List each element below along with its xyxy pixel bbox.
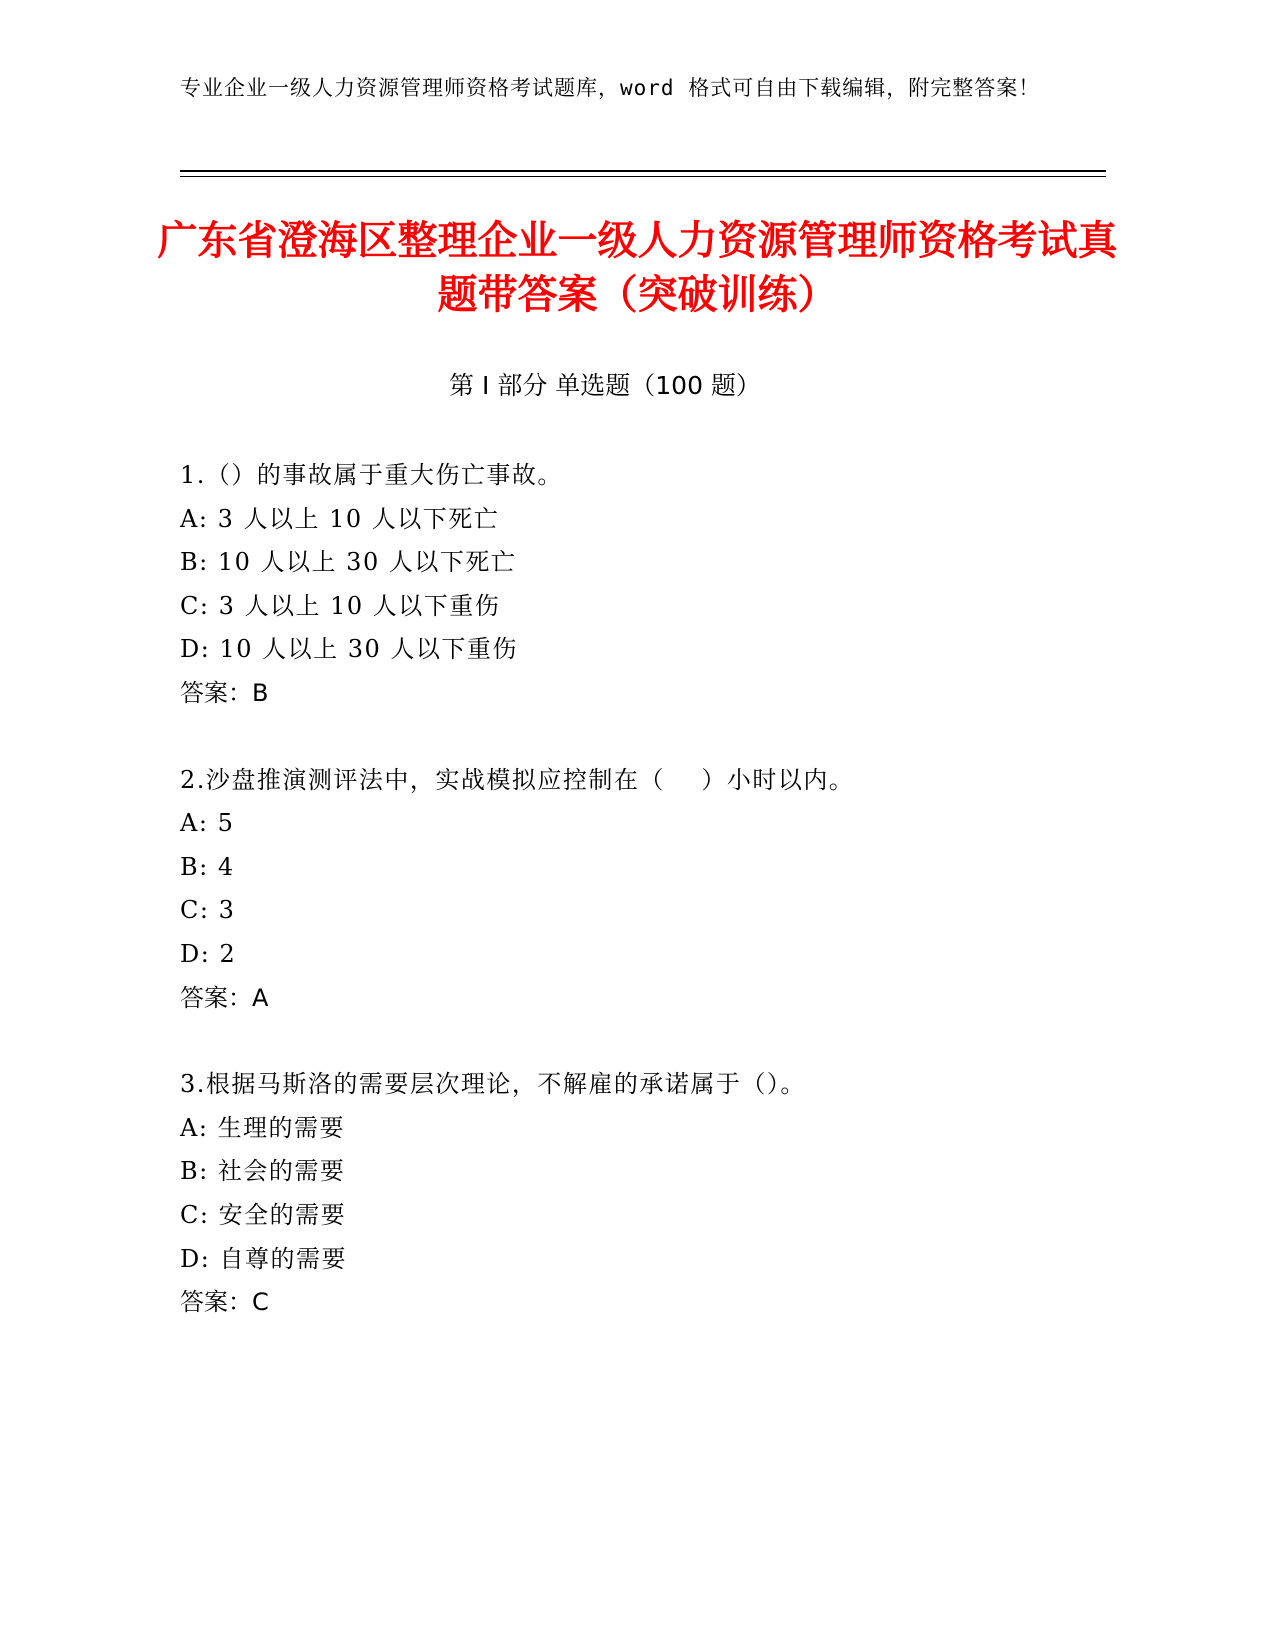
answer-label: 答案： (180, 678, 252, 707)
option-letter: A: (180, 504, 209, 533)
option-a (180, 1107, 1080, 1151)
option-c (180, 1194, 1080, 1238)
header-divider-thick (180, 170, 1106, 172)
answer-value: A (252, 983, 269, 1012)
option-text: 2 (219, 939, 237, 968)
answer (180, 672, 1080, 716)
option-text: 10 人以上 30 人以下死亡 (217, 548, 517, 577)
option-text: 3 (218, 896, 236, 925)
option-letter: D: (180, 635, 211, 664)
option-b (180, 846, 1080, 890)
option-text: 5 (217, 809, 235, 838)
answer-value: B (252, 678, 269, 707)
option-c (180, 889, 1080, 933)
option-letter: C: (180, 591, 210, 620)
option-letter: C: (180, 896, 210, 925)
option-text: 3 人以上 10 人以下死亡 (217, 504, 500, 533)
question-stem: 2.沙盘推演测评法中，实战模拟应控制在（ ）小时以内。 (180, 765, 855, 794)
option-text: 生理的需要 (217, 1113, 346, 1142)
question-2 (180, 759, 1080, 1021)
header-divider-thin (180, 176, 1106, 177)
option-d (180, 933, 1080, 977)
option-text: 安全的需要 (218, 1200, 347, 1229)
option-letter: D: (180, 939, 211, 968)
option-letter: A: (180, 809, 209, 838)
option-letter: D: (180, 1244, 211, 1273)
option-text: 3 人以上 10 人以下重伤 (218, 591, 501, 620)
option-a (180, 802, 1080, 846)
option-letter: C: (180, 1200, 210, 1229)
option-text: 10 人以上 30 人以下重伤 (219, 635, 518, 664)
option-a (180, 498, 1080, 542)
option-c (180, 585, 1080, 629)
option-letter: B: (180, 1157, 209, 1186)
question-3 (180, 1063, 1080, 1325)
option-letter: B: (180, 852, 209, 881)
question-1 (180, 454, 1080, 716)
option-b (180, 541, 1080, 585)
answer-label: 答案： (180, 983, 252, 1012)
question-stem: 3.根据马斯洛的需要层次理论，不解雇的承诺属于（）。 (180, 1070, 806, 1099)
option-letter: B: (180, 548, 209, 577)
answer-label: 答案： (180, 1288, 252, 1317)
option-letter: A: (180, 1113, 209, 1142)
answer (180, 977, 1080, 1021)
option-text: 社会的需要 (217, 1157, 346, 1186)
option-b (180, 1150, 1080, 1194)
section-heading: 第 I 部分 单选题（100 题） (449, 371, 761, 400)
document-title: 广东省澄海区整理企业一级人力资源管理师资格考试真题带答案（突破训练） (157, 218, 1118, 318)
question-stem: 1.（）的事故属于重大伤亡事故。 (180, 461, 563, 489)
header-note: 专业企业一级人力资源管理师资格考试题库，word 格式可自由下载编辑，附完整答案！ (180, 76, 1041, 100)
option-d (180, 1238, 1080, 1282)
option-d (180, 628, 1080, 672)
option-text: 自尊的需要 (219, 1244, 347, 1273)
answer-value: C (252, 1288, 269, 1317)
option-text: 4 (217, 852, 235, 881)
question-list (180, 454, 1080, 1368)
answer (180, 1281, 1080, 1325)
